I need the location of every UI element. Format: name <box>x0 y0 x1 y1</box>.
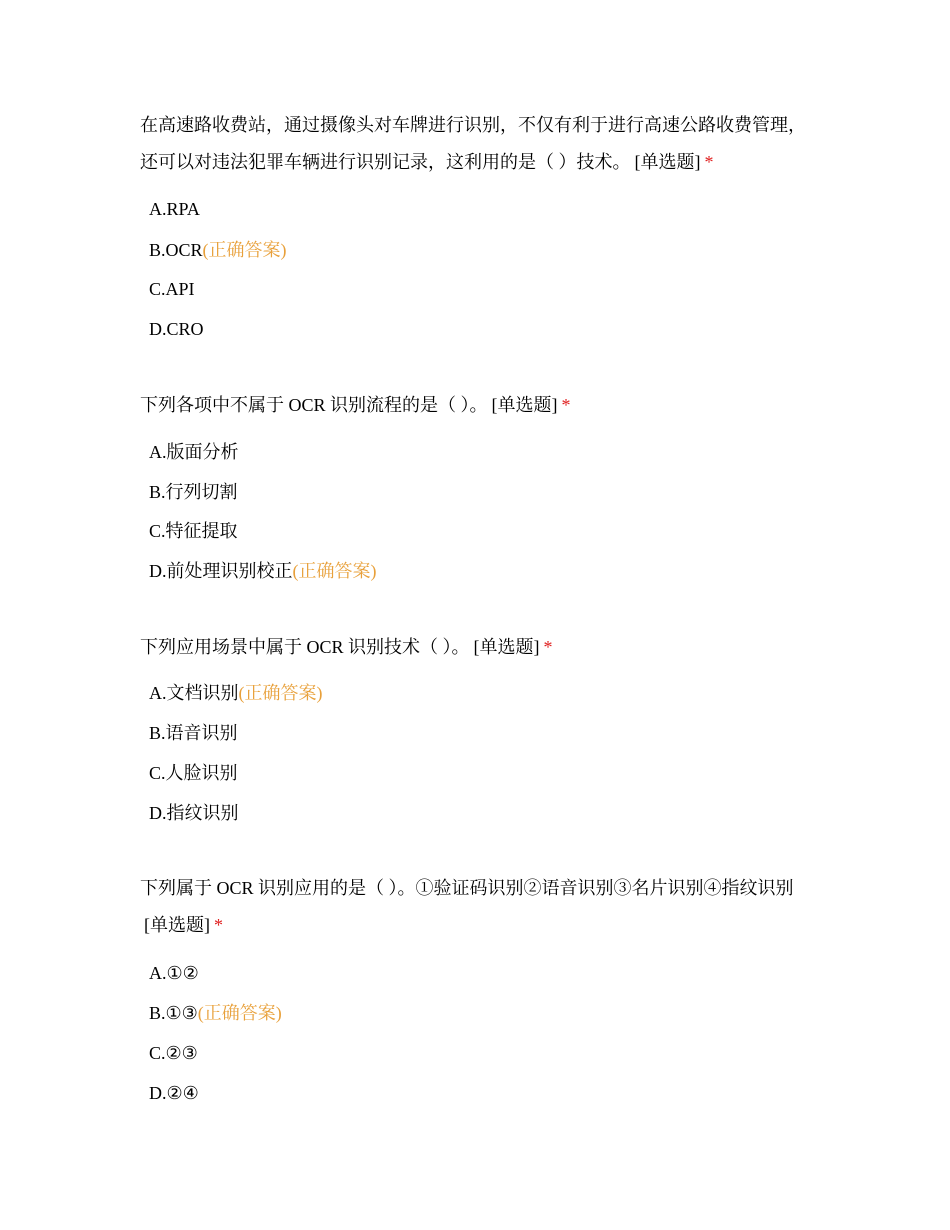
option-a[interactable] <box>149 961 199 985</box>
option-label: C.人脸识别 <box>149 763 238 783</box>
question-type-label: [单选题] <box>634 152 701 172</box>
question-text: 下列各项中不属于 OCR 识别流程的是（ ）。 <box>140 395 488 415</box>
question-type-label: [单选题] <box>144 915 210 935</box>
required-mark: * <box>704 152 714 172</box>
option-label: B.行列切割 <box>149 482 238 502</box>
option-label: A.文档识别 <box>149 683 239 703</box>
option-b[interactable] <box>149 721 238 745</box>
required-mark: * <box>214 915 223 935</box>
question-type-label: [单选题] <box>473 637 540 657</box>
question-title <box>140 387 820 424</box>
question-2 <box>140 387 820 581</box>
option-a[interactable] <box>149 440 239 464</box>
option-label: B.①③ <box>149 1003 198 1023</box>
question-3 <box>140 629 820 823</box>
option-label: C.特征提取 <box>149 521 238 541</box>
correct-answer-note: (正确答案) <box>238 683 323 703</box>
option-d[interactable] <box>149 1081 199 1105</box>
option-c[interactable] <box>149 761 238 785</box>
option-b[interactable] <box>149 480 238 504</box>
correct-answer-note: (正确答案) <box>197 1003 282 1023</box>
option-label: D.前处理识别校正 <box>149 561 293 581</box>
question-1 <box>140 107 820 339</box>
option-b[interactable] <box>149 1001 282 1025</box>
option-label: A.版面分析 <box>149 442 239 462</box>
option-c[interactable] <box>149 277 195 301</box>
option-label: D.指纹识别 <box>149 803 239 823</box>
required-mark: * <box>543 637 553 657</box>
option-label: C.②③ <box>149 1043 198 1063</box>
option-b[interactable] <box>149 238 287 262</box>
option-label: A.①② <box>149 963 199 983</box>
question-text: 下列属于 OCR 识别应用的是（ ）。①验证码识别②语音识别③名片识别④指纹识别 <box>140 878 794 898</box>
option-d[interactable] <box>149 801 239 825</box>
option-label: C.API <box>149 279 195 299</box>
option-label: D.CRO <box>149 319 204 339</box>
question-type-label: [单选题] <box>491 395 558 415</box>
option-label: A.RPA <box>149 199 200 219</box>
question-title <box>140 107 820 181</box>
option-label: B.OCR <box>149 240 203 260</box>
question-title <box>140 629 820 666</box>
correct-answer-note: (正确答案) <box>202 240 287 260</box>
option-c[interactable] <box>149 519 238 543</box>
correct-answer-note: (正确答案) <box>292 561 377 581</box>
option-a[interactable] <box>149 681 323 705</box>
question-text: 下列应用场景中属于 OCR 识别技术（ ）。 <box>140 637 470 657</box>
question-text: 在高速路收费站，通过摄像头对车牌进行识别，不仅有利于进行高速公路收费管理，还可以对违法犯罪车辆进行识别记录，这利用的是（ ）技术。 <box>140 115 806 172</box>
option-d[interactable] <box>149 317 204 341</box>
option-a[interactable] <box>149 197 200 221</box>
question-4 <box>140 870 820 1103</box>
question-title <box>140 870 820 944</box>
required-mark: * <box>561 395 571 415</box>
option-label: B.语音识别 <box>149 723 238 743</box>
option-d[interactable] <box>149 559 377 583</box>
option-label: D.②④ <box>149 1083 199 1103</box>
option-c[interactable] <box>149 1041 198 1065</box>
